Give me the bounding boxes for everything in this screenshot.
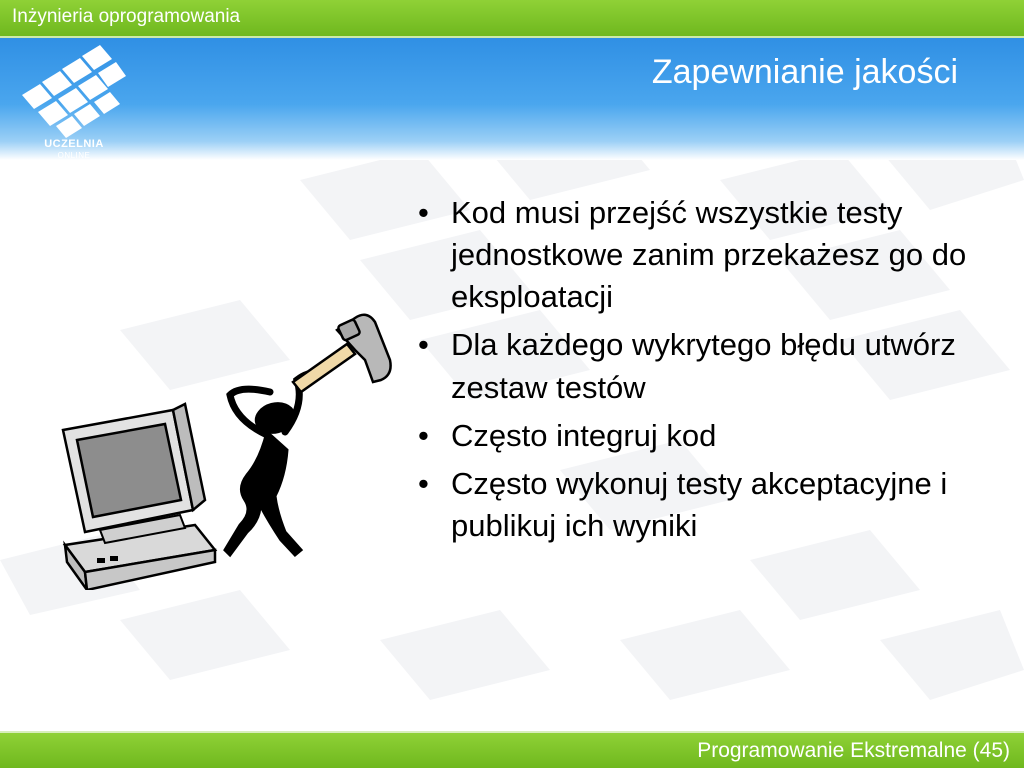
header-divider <box>0 36 1024 38</box>
footer-bar <box>0 733 1024 768</box>
computer-icon <box>63 404 215 590</box>
hammer-icon <box>293 315 391 392</box>
logo-text-uczelnia: UCZELNIA <box>44 138 104 150</box>
bullet-item: • Często integruj kod <box>412 415 1012 457</box>
top-bar <box>0 0 1024 36</box>
footer-text: Programowanie Ekstremalne (45) <box>697 739 1010 762</box>
slide-title: Zapewnianie jakości <box>651 53 958 91</box>
hammer-computer-illustration <box>55 300 415 590</box>
person-icon <box>225 372 320 555</box>
logo-text-online: ONLINE <box>57 151 91 160</box>
bullet-list <box>412 192 1012 553</box>
bullet-item: • Często wykonuj testy akceptacyjne i publikuj ich wyniki <box>412 463 1012 547</box>
bullet-item: • Dla każdego wykrytego błędu utwórz zestaw testów <box>412 324 1012 408</box>
bullet-item: • Kod musi przejść wszystkie testy jednostkowe zanim przekażesz go do eksploatacji <box>412 192 1012 318</box>
course-name: Inżynieria oprogramowania <box>12 6 241 27</box>
